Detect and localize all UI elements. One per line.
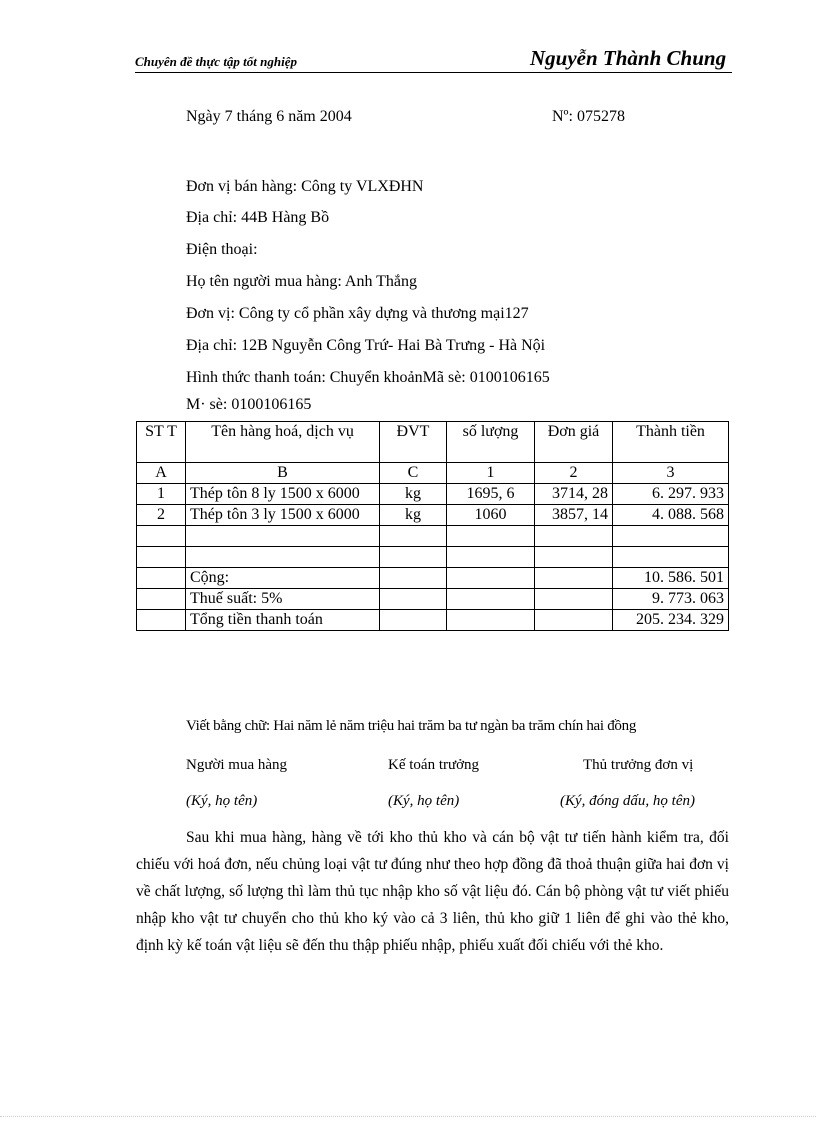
table-row: [137, 505, 729, 526]
table-empty-row: [137, 547, 729, 568]
row-stt: 1: [137, 484, 186, 505]
table-header-row: [137, 422, 729, 463]
tax-label: Thuế suất: 5%: [186, 589, 380, 610]
row-item-name: Thép tôn 8 ly 1500 x 6000: [186, 484, 380, 505]
header-cell-name: Tên hàng hoá, dịch vụ: [186, 422, 380, 463]
table-code-row: [137, 463, 729, 484]
header-cell-stt: ST T: [137, 422, 186, 463]
buyer-unit-line: Đơn vị: Công ty cổ phần xây dựng và thương mại127: [186, 305, 529, 322]
table-total-row: [137, 610, 729, 631]
page-bottom-border: [0, 1116, 816, 1117]
buyer-address-line: Địa chỉ: 12B Nguyễn Công Trứ- Hai Bà Trưng - Hà Nội: [186, 337, 546, 354]
code-cell: B: [186, 463, 380, 484]
total-label: Tổng tiền thanh toán: [186, 610, 380, 631]
subtotal-label: Cộng:: [186, 568, 380, 589]
row-unit: kg: [380, 505, 447, 526]
invoice-number: Nº: 075278: [552, 108, 625, 125]
running-header-author: Nguyễn Thành Chung: [530, 46, 727, 70]
row-qty: 1695, 6: [447, 484, 535, 505]
header-cell-qty: số lượng: [447, 422, 535, 463]
table-row: [137, 484, 729, 505]
table-empty-row: [137, 526, 729, 547]
tax-code-line: M· sè: 0100106165: [186, 396, 312, 413]
header-rule: [135, 72, 732, 73]
table-subtotal-row: [137, 568, 729, 589]
phone-line: Điện thoại:: [186, 241, 258, 258]
code-cell: C: [380, 463, 447, 484]
row-amount: 6. 297. 933: [613, 484, 729, 505]
running-header-title: Chuyên đề thực tập tốt nghiệp: [135, 54, 297, 69]
paragraph-text: Sau khi mua hàng, hàng về tới kho thủ kho và cán bộ vật tư tiến hành kiểm tra, đối chiếu với hoá đơn, nếu chủng loại vật tư đúng như theo hợp đồng đã thoả thuận giữa hai đơn vị về chất lượng, số lượng thì làm thủ tục nhập kho số vật liệu đó. Cán bộ phòng vật tư viết phiếu nhập kho vật tư chuyển cho thủ kho ký vào cả 3 liên, thủ kho giữ 1 liên để ghi vào thẻ kho, định kỳ kế toán vật liệu sẽ đến thu thập phiếu nhập, phiếu xuất đối chiếu với thẻ kho.: [136, 829, 729, 954]
code-cell: 2: [535, 463, 613, 484]
signature-buyer-title: Người mua hàng: [186, 757, 288, 773]
subtotal-value: 10. 586. 501: [613, 568, 729, 589]
row-unit: kg: [380, 484, 447, 505]
header-cell-price: Đơn giá: [535, 422, 613, 463]
code-cell: 3: [613, 463, 729, 484]
payment-line: Hình thức thanh toán: Chuyển khoảnMã sè: 0100106165: [186, 369, 550, 386]
table-tax-row: [137, 589, 729, 610]
code-cell: A: [137, 463, 186, 484]
amount-in-words: Viết bằng chữ: Hai năm lẻ năm triệu hai trăm ba tư ngàn ba trăm chín hai đồng: [186, 718, 637, 734]
row-qty: 1060: [447, 505, 535, 526]
signature-accountant-title: Kế toán trưởng: [388, 757, 480, 773]
signature-director-note: (Ký, đóng dấu, họ tên): [560, 793, 695, 809]
body-paragraph: [136, 824, 729, 959]
row-amount: 4. 088. 568: [613, 505, 729, 526]
row-item-name: Thép tôn 3 ly 1500 x 6000: [186, 505, 380, 526]
code-cell: 1: [447, 463, 535, 484]
row-price: 3714, 28: [535, 484, 613, 505]
row-price: 3857, 14: [535, 505, 613, 526]
signature-accountant-note: (Ký, họ tên): [388, 793, 460, 809]
signature-buyer-note: (Ký, họ tên): [186, 793, 258, 809]
invoice-table: [136, 421, 729, 631]
header-cell-unit: ĐVT: [380, 422, 447, 463]
total-value: 205. 234. 329: [613, 610, 729, 631]
signature-director-title: Thủ trưởng đơn vị: [583, 757, 694, 773]
seller-line: Đơn vị bán hàng: Công ty VLXĐHN: [186, 178, 424, 195]
tax-value: 9. 773. 063: [613, 589, 729, 610]
buyer-line: Họ tên người mua hàng: Anh Thắng: [186, 273, 418, 290]
row-stt: 2: [137, 505, 186, 526]
header-cell-amount: Thành tiền: [613, 422, 729, 463]
seller-address-line: Địa chỉ: 44B Hàng Bồ: [186, 209, 330, 226]
invoice-date: Ngày 7 tháng 6 năm 2004: [186, 108, 352, 125]
